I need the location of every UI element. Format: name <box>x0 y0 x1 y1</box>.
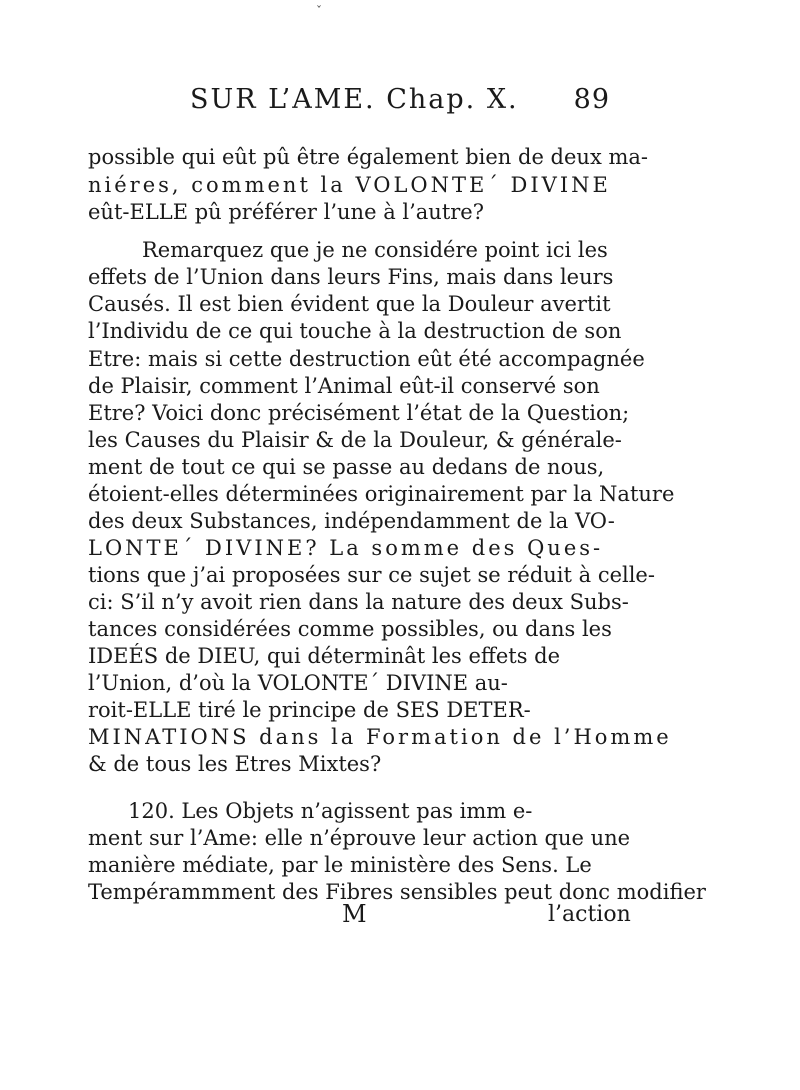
text-line: ci: S’il n’y avoit rien dans la nature des deux Subs- <box>88 590 629 614</box>
page-number: 89 <box>573 84 610 115</box>
text-line: Tempérammment des Fibres sensibles peut donc modifier <box>88 880 706 904</box>
text-line: LONTE´ DIVINE? La somme des Ques- <box>88 536 604 560</box>
text-line: Etre? Voici donc précisément l’état de la Question; <box>88 401 630 425</box>
signature-mark: M <box>342 900 367 928</box>
text-line: Remarquez que je ne considére point ici les <box>142 238 608 262</box>
text-line: de Plaisir, comment l’Animal eût-il conservé son <box>88 374 600 398</box>
text-line: des deux Substances, indépendamment de la VO- <box>88 509 615 533</box>
text-line: & de tous les Etres Mixtes? <box>88 752 382 776</box>
text-line: Causés. Il est bien évident que la Douleur avertit <box>88 292 611 316</box>
text-line: l’Union, d’où la VOLONTE´ DIVINE au- <box>88 671 508 695</box>
text-line: effets de l’Union dans leurs Fins, mais dans leurs <box>88 265 614 289</box>
text-line: niéres, comment la VOLONTE´ DIVINE <box>88 173 611 197</box>
text-line: possible qui eût pû être également bien de deux ma- <box>88 145 648 169</box>
text-line: tances considérées comme possibles, ou dans les <box>88 617 612 641</box>
text-line: MINATIONS dans la Formation de l’Homme <box>88 725 672 749</box>
running-head <box>190 84 610 120</box>
text-line: manière médiate, par le ministère des Sens. Le <box>88 853 592 877</box>
text-line: Etre: mais si cette destruction eût été accompagnée <box>88 347 645 371</box>
top-mark: ˇ <box>316 4 322 18</box>
running-title: SUR L’AME. Chap. X. <box>190 84 519 115</box>
text-line: l’Individu de ce qui touche à la destruction de son <box>88 319 622 343</box>
text-line: ment de tout ce qui se passe au dedans de nous, <box>88 455 605 479</box>
catchword: l’action <box>548 902 631 927</box>
text-line: étoient-elles déterminées originairement par la Nature <box>88 482 675 506</box>
text-line: IDEÉS de DIEU, qui déterminât les effets de <box>88 644 561 668</box>
text-line: les Causes du Plaisir & de la Douleur, & générale- <box>88 428 622 452</box>
text-line: 120. Les Objets n’agissent pas imm e- <box>128 799 533 823</box>
text-line: tions que j’ai proposées sur ce sujet se réduit à celle- <box>88 563 655 587</box>
text-line: roit-ELLE tiré le principe de SES DETER- <box>88 698 531 722</box>
text-line: ment sur l’Ame: elle n’éprouve leur action que une <box>88 826 631 850</box>
text-line: eût-ELLE pû préférer l’une à l’autre? <box>88 200 484 224</box>
